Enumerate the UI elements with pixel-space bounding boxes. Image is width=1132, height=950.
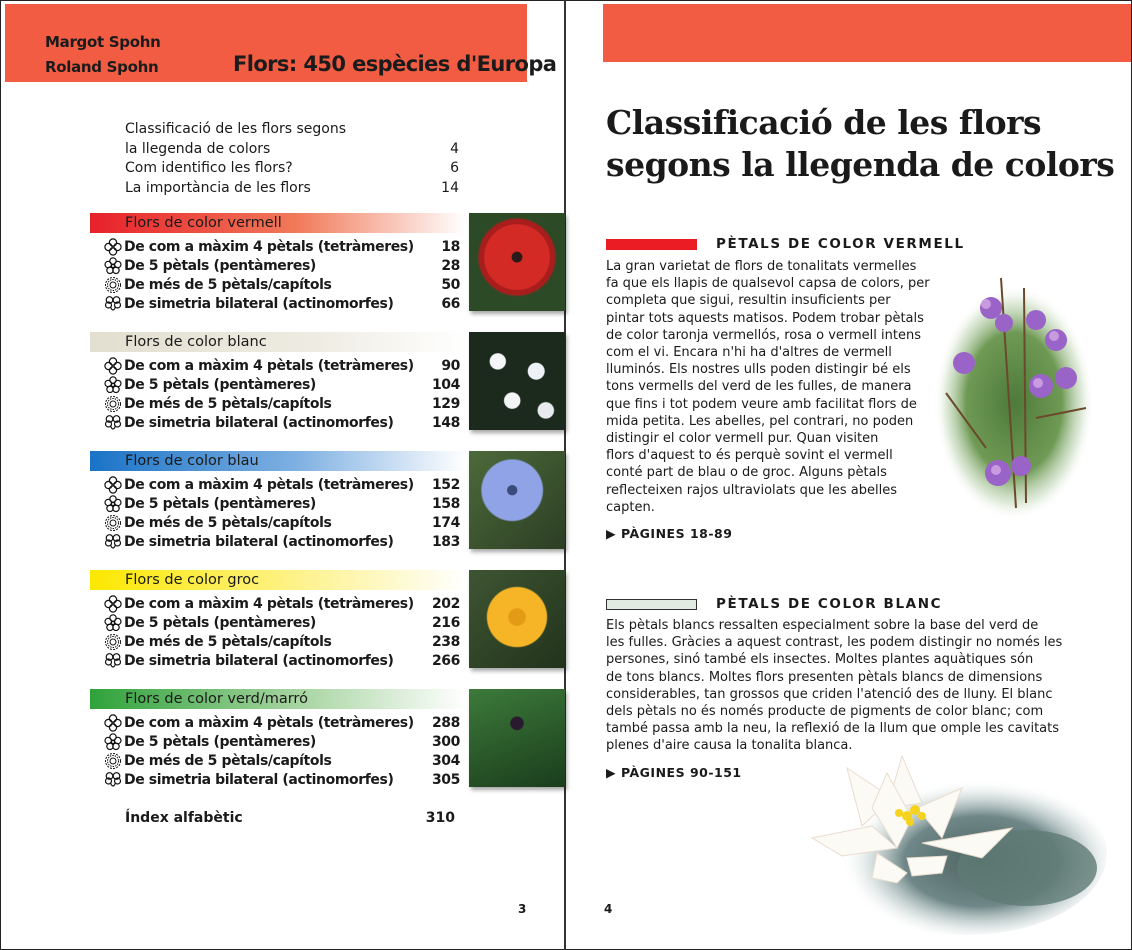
toc-section <box>90 689 564 789</box>
toc-section <box>90 213 564 313</box>
four-petal-flower-icon <box>102 713 124 732</box>
toc-row[interactable] <box>90 475 460 494</box>
pages-link-white[interactable] <box>606 765 742 780</box>
five-petal-flower-icon <box>102 375 124 394</box>
toc-row-page: 129 <box>431 395 460 412</box>
toc-row[interactable] <box>90 356 460 375</box>
section-photo <box>469 332 565 430</box>
toc-row-label: De com a màxim 4 pètals (tetràmeres) <box>124 357 414 374</box>
body-line: capten. <box>606 499 655 515</box>
toc-row[interactable] <box>90 532 460 551</box>
body-line: Els pètals blancs ressalten especialment sobre la base del verd de <box>606 618 1039 633</box>
triangle-right-icon: ▶ <box>606 526 617 541</box>
toc-row[interactable] <box>90 613 460 632</box>
toc-row[interactable] <box>90 375 460 394</box>
toc-row-page: 66 <box>441 295 460 312</box>
section-title: Flors de color blanc <box>125 334 267 350</box>
body-line: que fins i tot podem veure amb facilitat flors de <box>606 396 917 412</box>
four-petal-flower-icon <box>102 356 124 375</box>
toc-row-page: 238 <box>431 633 460 650</box>
toc-row[interactable] <box>90 237 460 256</box>
toc-row[interactable] <box>90 594 460 613</box>
toc-row-page: 18 <box>441 238 460 255</box>
toc-row-label: De més de 5 pètals/capítols <box>124 395 332 412</box>
toc-row[interactable] <box>90 513 460 532</box>
pages-link-text: PÀGINES 90-151 <box>620 765 742 780</box>
toc-row-label: De com a màxim 4 pètals (tetràmeres) <box>124 714 414 731</box>
toc-row-page: 202 <box>431 595 460 612</box>
toc-row-page: 305 <box>431 771 460 788</box>
body-line: les fulles. Gràcies a aquest contrast, les podem distingir no només les <box>606 635 1063 651</box>
toc-row-page: 50 <box>441 276 460 293</box>
toc-row-page: 174 <box>431 514 460 531</box>
body-line: reflecteixen rajos ultraviolats que les abelles <box>606 482 897 498</box>
toc-rows <box>90 237 460 313</box>
body-line: fa que els llapis de qualsevol capsa de colors, per <box>606 276 930 292</box>
section-title: Flors de color vermell <box>125 215 282 231</box>
five-petal-flower-icon <box>102 613 124 632</box>
body-line: dels pètals no és només producte de pigments de color blanc; com <box>606 704 1044 720</box>
four-petal-flower-icon <box>102 475 124 494</box>
toc-row-label: De simetria bilateral (actinomorfes) <box>124 771 394 788</box>
page-number-left: 3 <box>518 902 527 916</box>
toc-entry[interactable] <box>125 120 459 140</box>
toc-row-label: De com a màxim 4 pètals (tetràmeres) <box>124 595 414 612</box>
five-petal-flower-icon <box>102 494 124 513</box>
toc-row-page: 216 <box>431 614 460 631</box>
toc-row[interactable] <box>90 713 460 732</box>
four-petal-flower-icon <box>102 237 124 256</box>
body-line: de tons blancs. Moltes flors presenten pètals blancs de dimensions <box>606 669 1043 685</box>
section-photo <box>469 689 565 787</box>
toc-row[interactable] <box>90 413 460 432</box>
toc-row-label: De 5 pètals (pentàmeres) <box>124 257 316 274</box>
section-photo <box>469 570 565 668</box>
toc-row[interactable] <box>90 494 460 513</box>
body-line: com el vi. Encara n'hi ha d'altres de vermell <box>606 345 892 361</box>
toc-row[interactable] <box>90 394 460 413</box>
toc-row-page: 288 <box>431 714 460 731</box>
toc-section <box>90 332 564 432</box>
color-band <box>90 332 466 352</box>
toc-row[interactable] <box>90 770 460 789</box>
four-petal-flower-icon <box>102 594 124 613</box>
color-band <box>90 689 466 709</box>
toc-row-page: 152 <box>431 476 460 493</box>
composite-flower-icon <box>102 751 124 770</box>
color-band <box>90 451 466 471</box>
white-swatch <box>606 599 697 610</box>
toc-row-page: 28 <box>441 257 460 274</box>
toc-row-label: De més de 5 pètals/capítols <box>124 752 332 769</box>
toc-row-label: De simetria bilateral (actinomorfes) <box>124 652 394 669</box>
pages-link-text: PÀGINES 18-89 <box>620 526 733 541</box>
toc-rows <box>90 356 460 432</box>
body-line: considerables, tan grossos que criden l'atenció des de lluny. El blanc <box>606 686 1053 702</box>
toc-label: Com identifico les flors? <box>125 160 293 176</box>
toc-rows <box>90 594 460 670</box>
bilateral-flower-icon <box>102 532 124 551</box>
purple-flower-photo <box>926 268 1101 523</box>
composite-flower-icon <box>102 394 124 413</box>
toc-row-page: 266 <box>431 652 460 669</box>
composite-flower-icon <box>102 513 124 532</box>
section-heading-text: PÈTALS DE COLOR VERMELL <box>716 236 965 252</box>
toc-entry[interactable] <box>125 179 459 199</box>
toc-row[interactable] <box>90 751 460 770</box>
triangle-right-icon: ▶ <box>606 765 617 780</box>
section-heading-white <box>606 596 942 612</box>
section-heading-text: PÈTALS DE COLOR BLANC <box>716 596 943 612</box>
body-line: de color taronja vermellós, rosa o vermell intens <box>606 327 921 343</box>
title-line-2: segons la llegenda de colors <box>606 145 1115 184</box>
composite-flower-icon <box>102 632 124 651</box>
toc-row[interactable] <box>90 632 460 651</box>
toc-row-page: 304 <box>431 752 460 769</box>
toc-row-page: 104 <box>431 376 460 393</box>
book-title: Flors: 450 espècies d'Europa <box>233 52 557 76</box>
page-number-right: 4 <box>604 902 613 916</box>
color-band <box>90 570 466 590</box>
toc-row[interactable] <box>90 256 460 275</box>
toc-row-label: De 5 pètals (pentàmeres) <box>124 376 316 393</box>
water-lily-photo <box>802 748 1108 938</box>
body-line: pintar tots aquests matisos. Podem trobar pètals <box>606 310 924 326</box>
body-line: flors d'aquest to és perquè sovint el vermell <box>606 448 893 464</box>
composite-flower-icon <box>102 275 124 294</box>
toc-row-label: De més de 5 pètals/capítols <box>124 633 332 650</box>
toc-label: Classificació de les flors segons <box>125 121 347 137</box>
section-title: Flors de color groc <box>125 572 260 588</box>
pages-link-red[interactable] <box>606 526 732 541</box>
toc-row-label: De simetria bilateral (actinomorfes) <box>124 295 394 312</box>
red-section-body <box>606 258 936 516</box>
page-title <box>606 102 1114 186</box>
white-section-body <box>606 617 1076 755</box>
body-line: lluminós. Els nostres ulls poden distingir bé els <box>606 362 911 378</box>
toc-rows <box>90 713 460 789</box>
toc-row-label: De com a màxim 4 pètals (tetràmeres) <box>124 238 414 255</box>
body-line: mida petita. Les abelles, pel contrari, no poden <box>606 413 914 429</box>
toc-section <box>90 570 564 670</box>
toc-page: 6 <box>450 160 459 176</box>
five-petal-flower-icon <box>102 732 124 751</box>
toc-row-label: De com a màxim 4 pètals (tetràmeres) <box>124 476 414 493</box>
toc-row[interactable] <box>90 732 460 751</box>
right-page <box>566 0 1131 950</box>
index-entry[interactable] <box>125 810 455 826</box>
toc-row[interactable] <box>90 275 460 294</box>
toc-rows <box>90 475 460 551</box>
toc-row-label: De simetria bilateral (actinomorfes) <box>124 414 394 431</box>
toc-row[interactable] <box>90 651 460 670</box>
toc-row[interactable] <box>90 294 460 313</box>
body-line: tons vermells del verd de les fulles, de manera <box>606 379 912 395</box>
author-1: Margot Spohn <box>45 33 161 51</box>
toc-row-label: De 5 pètals (pentàmeres) <box>124 614 316 631</box>
toc-row-label: De simetria bilateral (actinomorfes) <box>124 533 394 550</box>
body-line: distingir el color vermell pur. Quan visiten <box>606 431 879 447</box>
toc-page: 14 <box>441 179 459 196</box>
toc-label: La importància de les flors <box>125 179 311 196</box>
toc-row-label: De 5 pètals (pentàmeres) <box>124 495 316 512</box>
toc-label: la llegenda de colors <box>125 140 271 157</box>
index-page: 310 <box>425 810 455 826</box>
bilateral-flower-icon <box>102 770 124 789</box>
color-band <box>90 213 466 233</box>
red-swatch <box>606 239 697 250</box>
section-heading-red <box>606 236 965 252</box>
toc-entry[interactable] <box>125 159 459 179</box>
toc-entry[interactable] <box>125 140 459 160</box>
bilateral-flower-icon <box>102 294 124 313</box>
toc-row-label: De 5 pètals (pentàmeres) <box>124 733 316 750</box>
toc-section <box>90 451 564 551</box>
body-line: també passa amb la neu, la reflexió de la llum que omple les cavitats <box>606 721 1060 737</box>
section-photo <box>469 451 565 549</box>
body-line: conté part de blau o de groc. Alguns pètals <box>606 465 887 481</box>
body-line: La gran varietat de flors de tonalitats vermelles <box>606 259 917 274</box>
five-petal-flower-icon <box>102 256 124 275</box>
title-line-1: Classificació de les flors <box>606 103 1042 142</box>
body-line: plenes d'aire causa la tonalita blanca. <box>606 738 853 754</box>
body-line: completa que sigui, resultin insuficients per <box>606 293 891 309</box>
section-photo <box>469 213 565 311</box>
bilateral-flower-icon <box>102 413 124 432</box>
toc-row-label: De més de 5 pètals/capítols <box>124 514 332 531</box>
toc-row-page: 148 <box>431 414 460 431</box>
section-title: Flors de color verd/marró <box>125 691 308 707</box>
index-label: Índex alfabètic <box>125 810 243 826</box>
author-2: Roland Spohn <box>45 58 159 76</box>
header-band <box>603 4 1131 62</box>
toc-row-page: 90 <box>441 357 460 374</box>
intro-toc <box>125 120 459 198</box>
toc-row-label: De més de 5 pètals/capítols <box>124 276 332 293</box>
body-line: persones, sinó també els insectes. Moltes plantes aquàtiques són <box>606 652 1034 668</box>
section-title: Flors de color blau <box>125 453 259 469</box>
left-page <box>1 0 564 950</box>
bilateral-flower-icon <box>102 651 124 670</box>
toc-row-page: 158 <box>431 495 460 512</box>
toc-page: 4 <box>450 140 459 157</box>
toc-row-page: 183 <box>431 533 460 550</box>
toc-row-page: 300 <box>431 733 460 750</box>
